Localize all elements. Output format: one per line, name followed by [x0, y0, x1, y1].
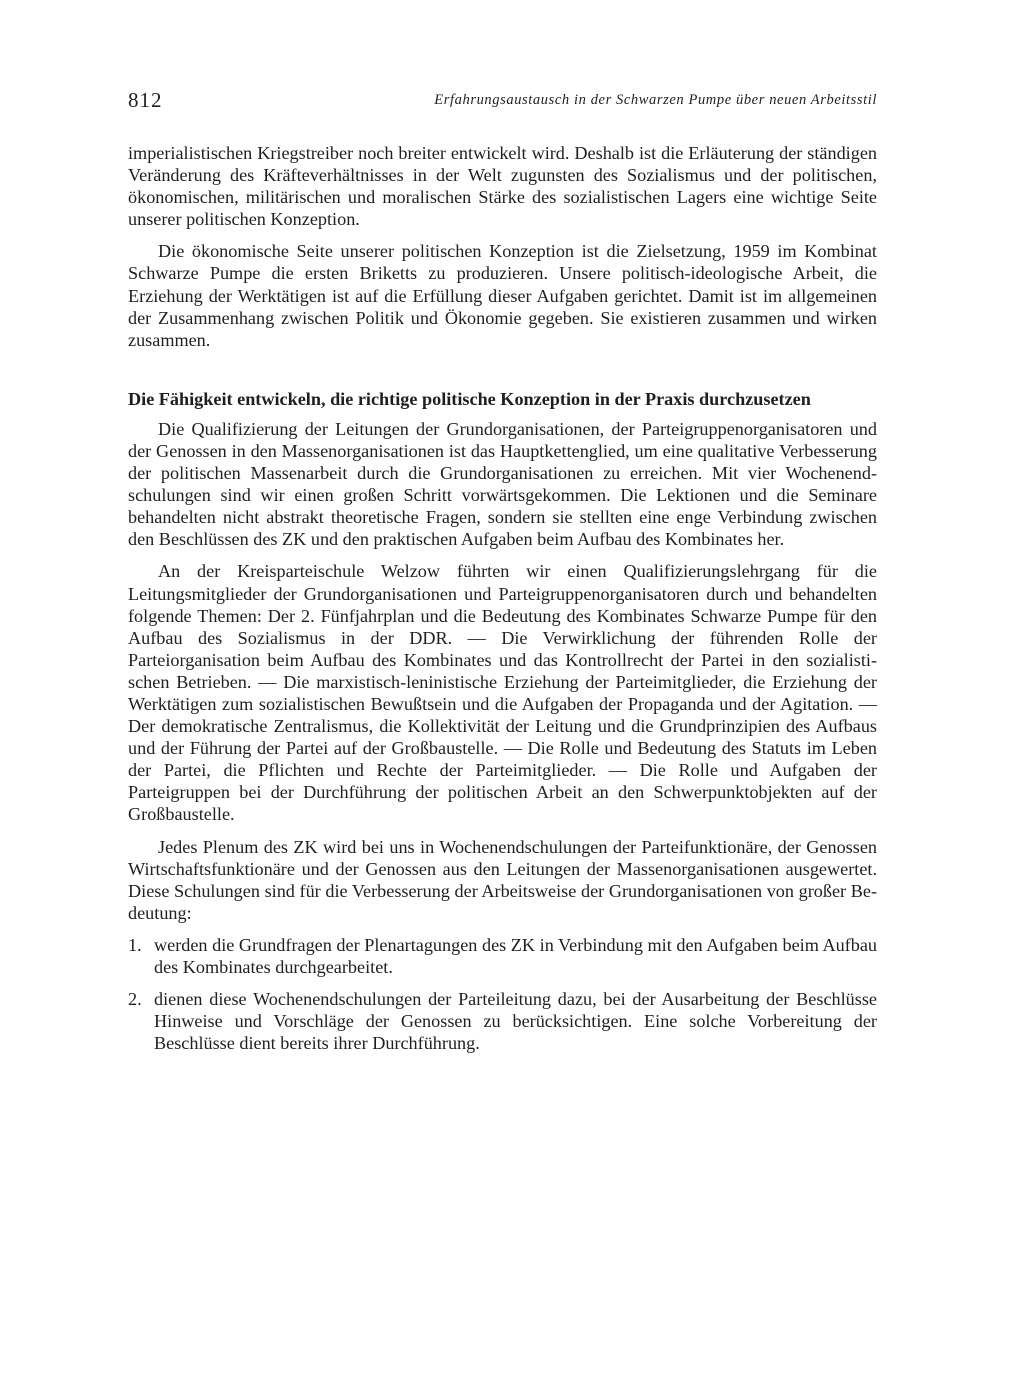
paragraph-2: Die ökonomische Seite unserer politischen Konzeption ist die Zielsetzung, 1959 im Kombinat Schwarze Pumpe die ersten Briketts zu produzieren. Unsere politisch-ideologische Arbeit, die Erziehung der Werktätigen ist auf die Erfüllung dieser Aufgaben gerichtet. Damit ist im allgemeinen der Zusammenhang zwischen Politik und Ökonomie gegeben. Sie existieren zusammen und wirken zusammen. — [128, 241, 877, 350]
list-item — [128, 934, 877, 978]
section-heading: Die Fähigkeit entwickeln, die richtige politische Konzeption in der Praxis durchzusetzen — [128, 388, 811, 409]
page-header — [128, 88, 877, 118]
paragraph-3: Die Qualifizierung der Leitungen der Grundorganisationen, der Parteigruppenorganisatoren und der Genossen in den Massenorganisationen ist das Hauptkettenglied, um eine qualitative Verbesserung der politischen Massenarbeit durch die Grundorganisationen zu erreichen. Mit vier Wochenendschulungen sind wir einen großen Schritt vorwärtsgekommen. Die Lektionen und die Seminare behandelten nicht abstrakt theoretische Fragen, sondern sie stellten eine enge Verbindung zwischen den Beschlüssen des ZK und den praktischen Aufgaben beim Aufbau des Kombinates her. — [128, 418, 877, 550]
list-item — [128, 988, 877, 1054]
paragraph-4: An der Kreisparteischule Welzow führten wir einen Qualifizierungslehrgang für die Leitungsmitglieder der Grundorganisationen und Parteigruppenorganisatoren durch und behandelten folgende Themen: Der 2. Fünfjahrplan und die Bedeutung des Kombinates Schwarze Pumpe für den Aufbau des Sozialismus in der DDR. — Die Verwirklichung der führenden Rolle der Parteiorganisation beim Aufbau des Kombinates und das Kontrollrecht der Partei in den sozialistischen Betrieben. — Die marxistisch-leninistische Erziehung der Parteimitglieder, die Erziehung der Werktätigen zum sozialistischen Bewußtsein und die Aufgaben der Propaganda und der Agitation. — Der demokratische Zentralismus, die Kollektivität der Leitung und die Grundprinzipien des Aufbaus und der Führung der Partei auf der Großbaustelle. — Die Rolle und Bedeutung des Statuts im Leben der Partei, die Pflichten und Rechte der Parteimitglieder. — Die Rolle und Aufgaben der Parteigruppen bei der Durchführung der politischen Arbeit an den Schwerpunktobjekten auf der Großbaustelle. — [128, 561, 877, 825]
list-item-text: werden die Grundfragen der Plenartagungen des ZK in Verbindung mit den Aufgaben beim Aufbau des Kombinates durchgearbeitet. — [154, 934, 877, 977]
paragraph-5: Jedes Plenum des ZK wird bei uns in Wochenendschulungen der Parteifunktionäre, der Genossen Wirtschaftsfunktionäre und der Genossen aus den Leitungen der Massenorganisationen ausgewertet. Diese Schulungen sind für die Verbesserung der Arbeitsweise der Grundorganisationen von großer Bedeutung: — [128, 836, 877, 923]
page-number: 812 — [128, 88, 163, 112]
numbered-list — [128, 934, 877, 1054]
list-item-text: dienen diese Wochenendschulungen der Parteileitung dazu, bei der Ausarbeitung der Beschlüsse Hinweise und Vorschläge der Genossen zu berücksichtigen. Eine solche Vorbereitung der Beschlüsse dient bereits ihrer Durchführung. — [154, 989, 877, 1054]
running-title: Erfahrungsaustausch in der Schwarzen Pumpe über neuen Arbeitsstil — [434, 92, 877, 108]
list-item-number: 1. — [128, 934, 142, 955]
page-body — [128, 142, 877, 1054]
paragraph-1: imperialistischen Kriegstreiber noch breiter entwickelt wird. Deshalb ist die Erläuterung der ständigen Veränderung des Kräfteverhältnisses in der Welt zugunsten des Sozialismus und der politischen, ökonomischen, militärischen und moralischen Stärke des sozialistischen Lagers eine wichtige Seite unserer politischen Konzeption. — [128, 143, 877, 230]
list-item-number: 2. — [128, 989, 142, 1010]
